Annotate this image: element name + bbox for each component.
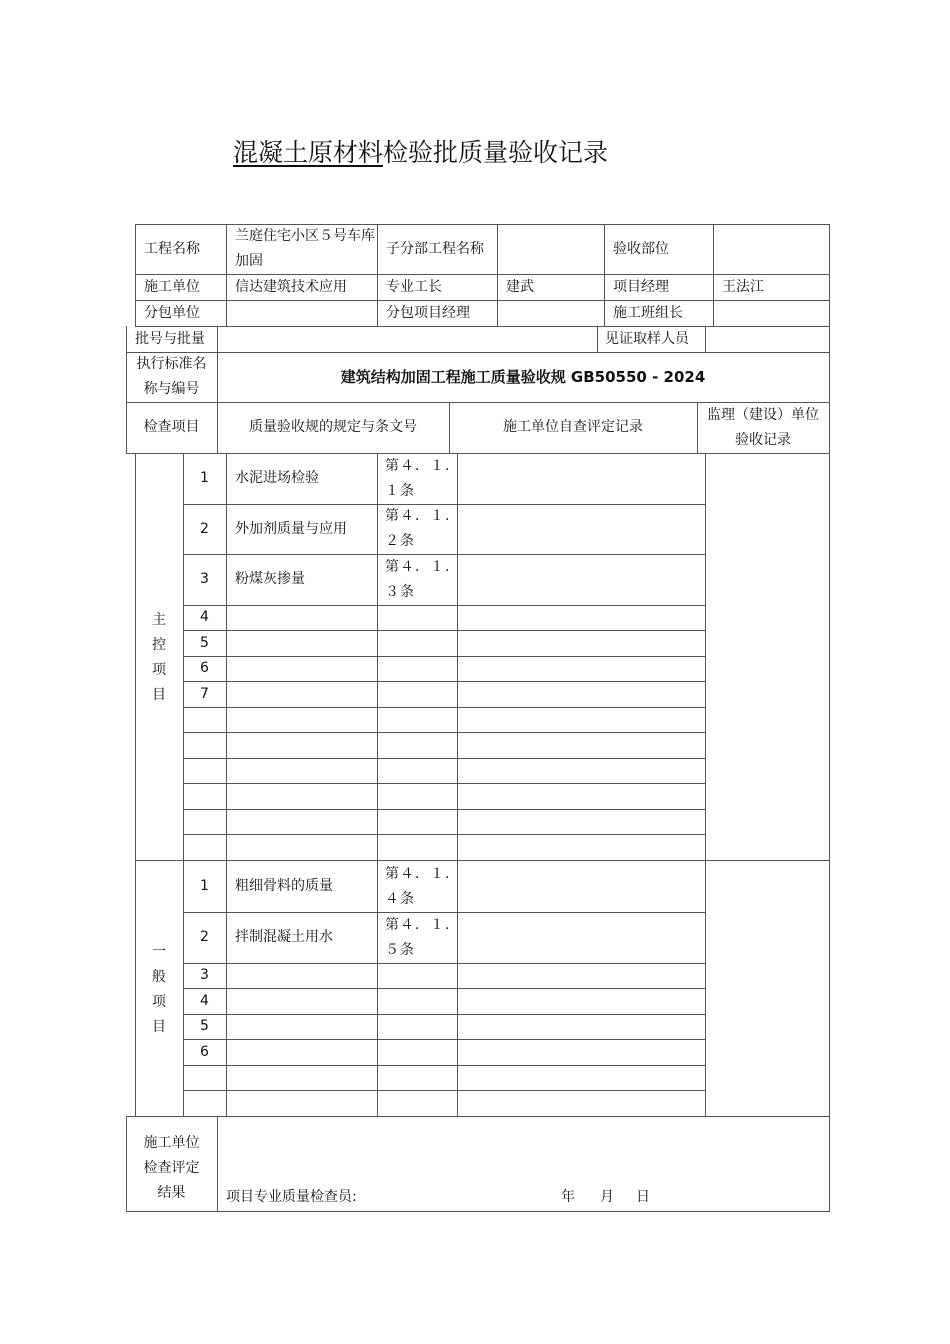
table-rule [705,861,706,1117]
col-spec-header: 质量验收规的规定与条文号 [249,419,417,435]
project-name-label: 工程名称 [144,240,200,257]
check-item-name: 水泥进场检验 [235,470,319,486]
table-rule [829,453,830,861]
clause-ref [377,988,457,1014]
clause-ref [377,963,457,988]
table-rule [829,326,830,454]
table-rule [183,758,706,759]
clause-ref: 第４．１.４条 [385,865,451,907]
col-supervisor-header: 监理（建设）单位验收记录 [707,406,819,448]
batch-label: 批号与批量 [135,330,205,347]
check-item-name [226,656,377,681]
col-item-header: 检查项目 [143,419,200,435]
table-rule [126,1116,830,1117]
team-leader-value [713,300,829,326]
table-rule [183,1090,706,1091]
sub-project-value [497,224,604,274]
table-rule [829,1116,830,1212]
table-rule [183,834,706,835]
table-rule [183,809,706,810]
table-rule [135,861,136,1117]
batch-value [217,326,597,352]
table-rule [126,1211,830,1212]
check-item-name: 外加剂质量与应用 [235,520,347,537]
table-rule [457,453,458,861]
date-day-label: 日 [636,1188,650,1205]
page-title: 混凝土原材料检验批质量验收记录 [233,138,609,167]
subcontractor-label: 分包单位 [144,304,200,321]
check-item-name [226,988,377,1014]
contractor-label: 施工单位 [144,278,200,295]
row-number: 2 [200,929,209,945]
sub-project-label: 子分部工程名称 [386,240,484,257]
inspector-label: 项目专业质量检查员: [226,1188,357,1205]
pm-label: 项目经理 [613,278,669,295]
date-month-label: 月 [600,1188,614,1205]
team-leader-label: 施工班组长 [613,304,683,321]
table-rule [829,224,830,327]
table-rule [705,453,706,861]
check-item-name [226,605,377,630]
clause-ref [377,605,457,630]
clause-ref [377,681,457,707]
row-number: 1 [200,878,209,894]
standard-value: 建筑结构加固工程施工质量验收规 GB50550 - 2024 [340,367,706,386]
row-number: 5 [200,1018,209,1034]
witness-value [705,326,829,352]
table-rule [457,861,458,1117]
row-number: 6 [200,1043,209,1060]
row-number: 4 [200,609,209,625]
pm-value: 王法江 [722,278,764,295]
subcontractor-value [226,300,377,326]
foreman-label: 专业工长 [386,278,442,295]
table-rule [183,732,706,733]
clause-ref: 第４．１.５条 [385,916,451,958]
clause-ref: 第４．１.１条 [385,457,451,499]
table-rule [183,1065,706,1066]
check-item-name [226,1039,377,1065]
row-number: 5 [200,634,209,651]
table-rule [183,783,706,784]
acceptance-part-label: 验收部位 [613,240,669,257]
check-item-name [226,630,377,656]
clause-ref: 第４．１.３条 [385,558,451,600]
table-rule [135,453,136,861]
clause-ref [377,630,457,656]
acceptance-part-value [713,224,829,274]
check-item-name: 拌制混凝土用水 [235,929,333,945]
project-name-value: 兰庭住宅小区５号车库加固 [235,228,375,269]
foreman-value: 建武 [506,278,534,295]
check-item-name: 粉煤灰掺量 [235,571,305,587]
witness-label: 见证取样人员 [605,330,689,347]
date-year-label: 年 [561,1188,575,1205]
general-section-label: 一 般 项 目 [152,944,166,1035]
clause-ref [377,656,457,681]
clause-ref [377,1039,457,1065]
main-section-label: 主 控 项 目 [152,612,166,703]
check-item-name [226,1014,377,1039]
clause-ref: 第４．１.２条 [385,508,451,549]
row-number: 1 [200,470,209,486]
check-item-name [226,963,377,988]
row-number: 4 [200,992,209,1009]
row-number: 2 [200,520,209,537]
check-item-name: 粗细骨料的质量 [235,878,333,894]
col-self-check-header: 施工单位自查评定记录 [503,419,643,435]
sub-pm-label: 分包项目经理 [386,304,470,321]
result-label: 施工单位检查评定结果 [143,1135,200,1201]
table-rule [183,707,706,708]
check-item-name [226,681,377,707]
clause-ref [377,1014,457,1039]
table-rule [217,1116,218,1212]
row-number: 6 [200,660,209,676]
row-number: 7 [200,685,209,702]
contractor-value: 信达建筑技术应用 [235,278,347,295]
table-rule [829,861,830,1117]
row-number: 3 [200,967,209,983]
standard-label: 执行标准名称与编号 [136,356,207,397]
row-number: 3 [200,571,209,587]
sub-pm-value [497,300,604,326]
